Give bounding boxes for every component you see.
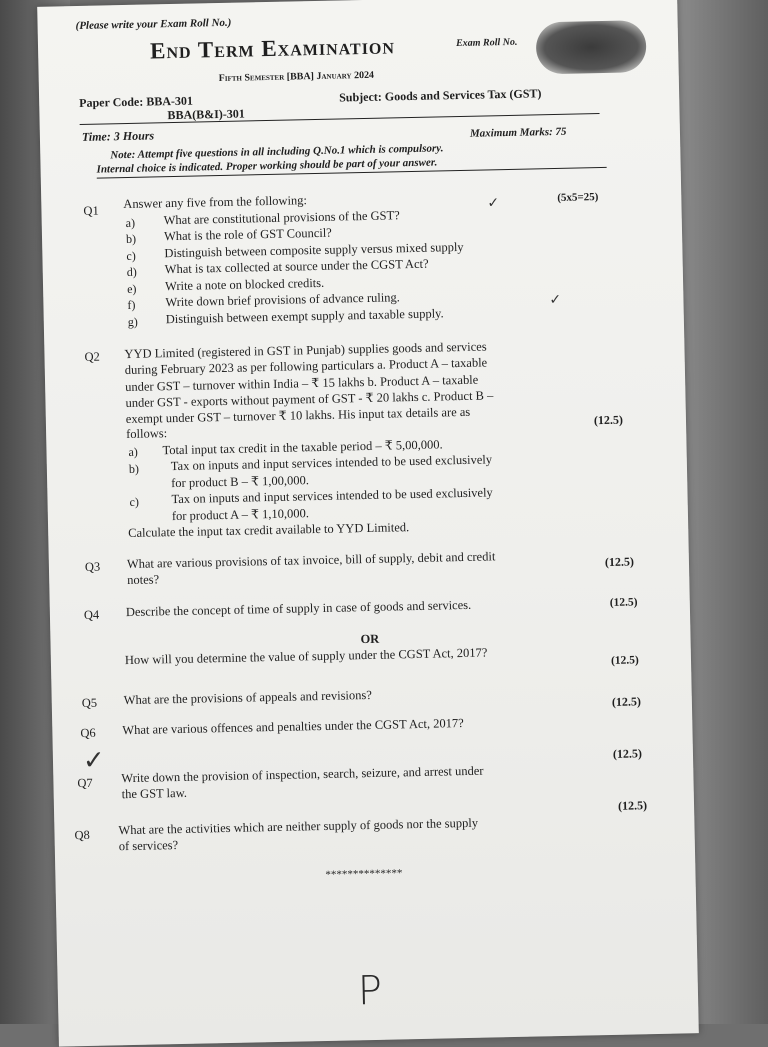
- q8-line: What are the activities which are neither supply of goods nor the supply: [118, 815, 479, 838]
- q2-item-text: for product B – ₹ 1,00,000.: [171, 473, 310, 491]
- q1-item-letter: d): [126, 264, 137, 279]
- maximum-marks: Maximum Marks: 75: [469, 125, 567, 140]
- instructions-line-2: Internal choice is indicated. Proper working should be part of your answer.: [96, 156, 438, 176]
- check-mark-icon: ✓: [82, 745, 106, 777]
- q3-line: What are various provisions of tax invoice, bill of supply, debit and credit: [126, 549, 496, 572]
- q2-item-letter: c): [129, 494, 140, 509]
- q4-alt-text: How will you determine the value of supply under the CGST Act, 2017?: [124, 645, 488, 668]
- q8-line: of services?: [118, 838, 179, 854]
- q6-text: What are various offences and penalties under the CGST Act, 2017?: [122, 716, 464, 738]
- exam-paper-sheet: [37, 0, 699, 1047]
- question-number: Q4: [83, 607, 100, 622]
- q1-item-text: What is tax collected at source under the CGST Act?: [164, 256, 429, 277]
- question-number: Q7: [77, 775, 93, 791]
- q1-stem: Answer any five from the following:: [123, 193, 308, 212]
- q7-line: Write down the provision of inspection, search, seizure, and arrest under: [121, 763, 484, 786]
- question-number: Q5: [81, 695, 98, 711]
- q8-marks: (12.5): [617, 798, 648, 813]
- q2-item-text: Tax on inputs and input services intended to be used exclusively: [170, 452, 493, 474]
- question-number: Q2: [84, 349, 100, 364]
- subject-line: Subject: Goods and Services Tax (GST): [338, 86, 542, 105]
- q1-item-text: Distinguish between composite supply versus mixed supply: [164, 239, 464, 261]
- q6-marks: (12.5): [611, 694, 642, 709]
- q4-marks: (12.5): [609, 596, 638, 609]
- q1-marks: (5x5=25): [557, 191, 599, 204]
- q7-marks: (12.5): [612, 746, 643, 761]
- q2-line: follows:: [126, 426, 168, 442]
- q1-item-text: What are constitutional provisions of the GST?: [163, 208, 400, 228]
- q5-text: What are the provisions of appeals and revisions?: [123, 687, 372, 708]
- q1-item-text: Write down brief provisions of advance ruling.: [165, 290, 401, 310]
- check-mark-icon: ✓: [487, 195, 500, 212]
- roll-number-label: Exam Roll No.: [455, 36, 518, 50]
- question-number: Q1: [83, 203, 99, 218]
- q3-marks: (12.5): [604, 554, 635, 570]
- header-divider-top: [80, 113, 600, 125]
- q2-line: during February 2023 as per following particulars a. Product A – taxable: [124, 355, 488, 378]
- q2-line: exempt under GST – turnover ₹ 10 lakhs. His input tax details are as: [125, 404, 471, 427]
- q2-line: YYD Limited (registered in GST in Punjab) supplies goods and services: [124, 339, 487, 362]
- q2-item-letter: b): [128, 461, 140, 476]
- q1-item-letter: f): [127, 297, 136, 312]
- q2-item-text: Total input tax credit in the taxable period – ₹ 5,00,000.: [162, 437, 443, 458]
- q4-alt-marks: (12.5): [610, 654, 639, 667]
- check-mark-icon: ✓: [549, 291, 562, 309]
- paper-code-alt: BBA(B&I)-301: [167, 106, 245, 123]
- roll-number-prompt: (Please write your Exam Roll No.): [75, 16, 232, 33]
- q2-line: under GST – turnover within India – ₹ 15 lakhs b. Product A – taxable: [125, 372, 479, 395]
- time-allowed: Time: 3 Hours: [81, 128, 155, 144]
- q1-item-text: What is the role of GST Council?: [163, 225, 332, 244]
- q2-item-letter: a): [128, 444, 138, 459]
- q4-text: Describe the concept of time of supply in case of goods and services.: [125, 597, 472, 620]
- handwritten-mark: P: [357, 967, 383, 1015]
- paper-code: Paper Code: BBA-301: [79, 93, 194, 110]
- instructions-line-1: Note: Attempt five questions in all including Q.No.1 which is compulsory.: [110, 142, 444, 162]
- q7-line: the GST law.: [121, 785, 188, 802]
- q1-item-letter: c): [126, 248, 136, 263]
- q2-item-text: Tax on inputs and input services intended to be used exclusively: [171, 485, 493, 507]
- q1-item-text: Write a note on blocked credits.: [164, 275, 325, 294]
- question-number: Q8: [74, 827, 90, 843]
- q2-line: under GST - exports without payment of GST - ₹ 20 lakhs c. Product B –: [125, 388, 494, 411]
- q1-item-text: Distinguish between exempt supply and taxable supply.: [165, 306, 444, 327]
- q2-marks: (12.5): [593, 412, 624, 428]
- q1-item-letter: a): [125, 215, 136, 231]
- semester-line: Fifth Semester [BBA] January 2024: [218, 69, 375, 85]
- question-number: Q6: [80, 725, 96, 741]
- or-separator: OR: [360, 631, 380, 647]
- exam-title: End Term Examination: [149, 33, 396, 64]
- q1-item-letter: e): [126, 281, 137, 296]
- question-number: Q3: [84, 559, 101, 574]
- q2-closing: Calculate the input tax credit available to YYD Limited.: [128, 520, 410, 541]
- q1-item-letter: b): [125, 231, 137, 247]
- q3-line: notes?: [127, 572, 160, 588]
- end-of-paper-stars: **************: [325, 867, 403, 881]
- q1-item-letter: g): [127, 314, 138, 329]
- redacted-roll-number: [536, 20, 647, 74]
- q2-item-text: for product A – ₹ 1,10,000.: [171, 506, 310, 524]
